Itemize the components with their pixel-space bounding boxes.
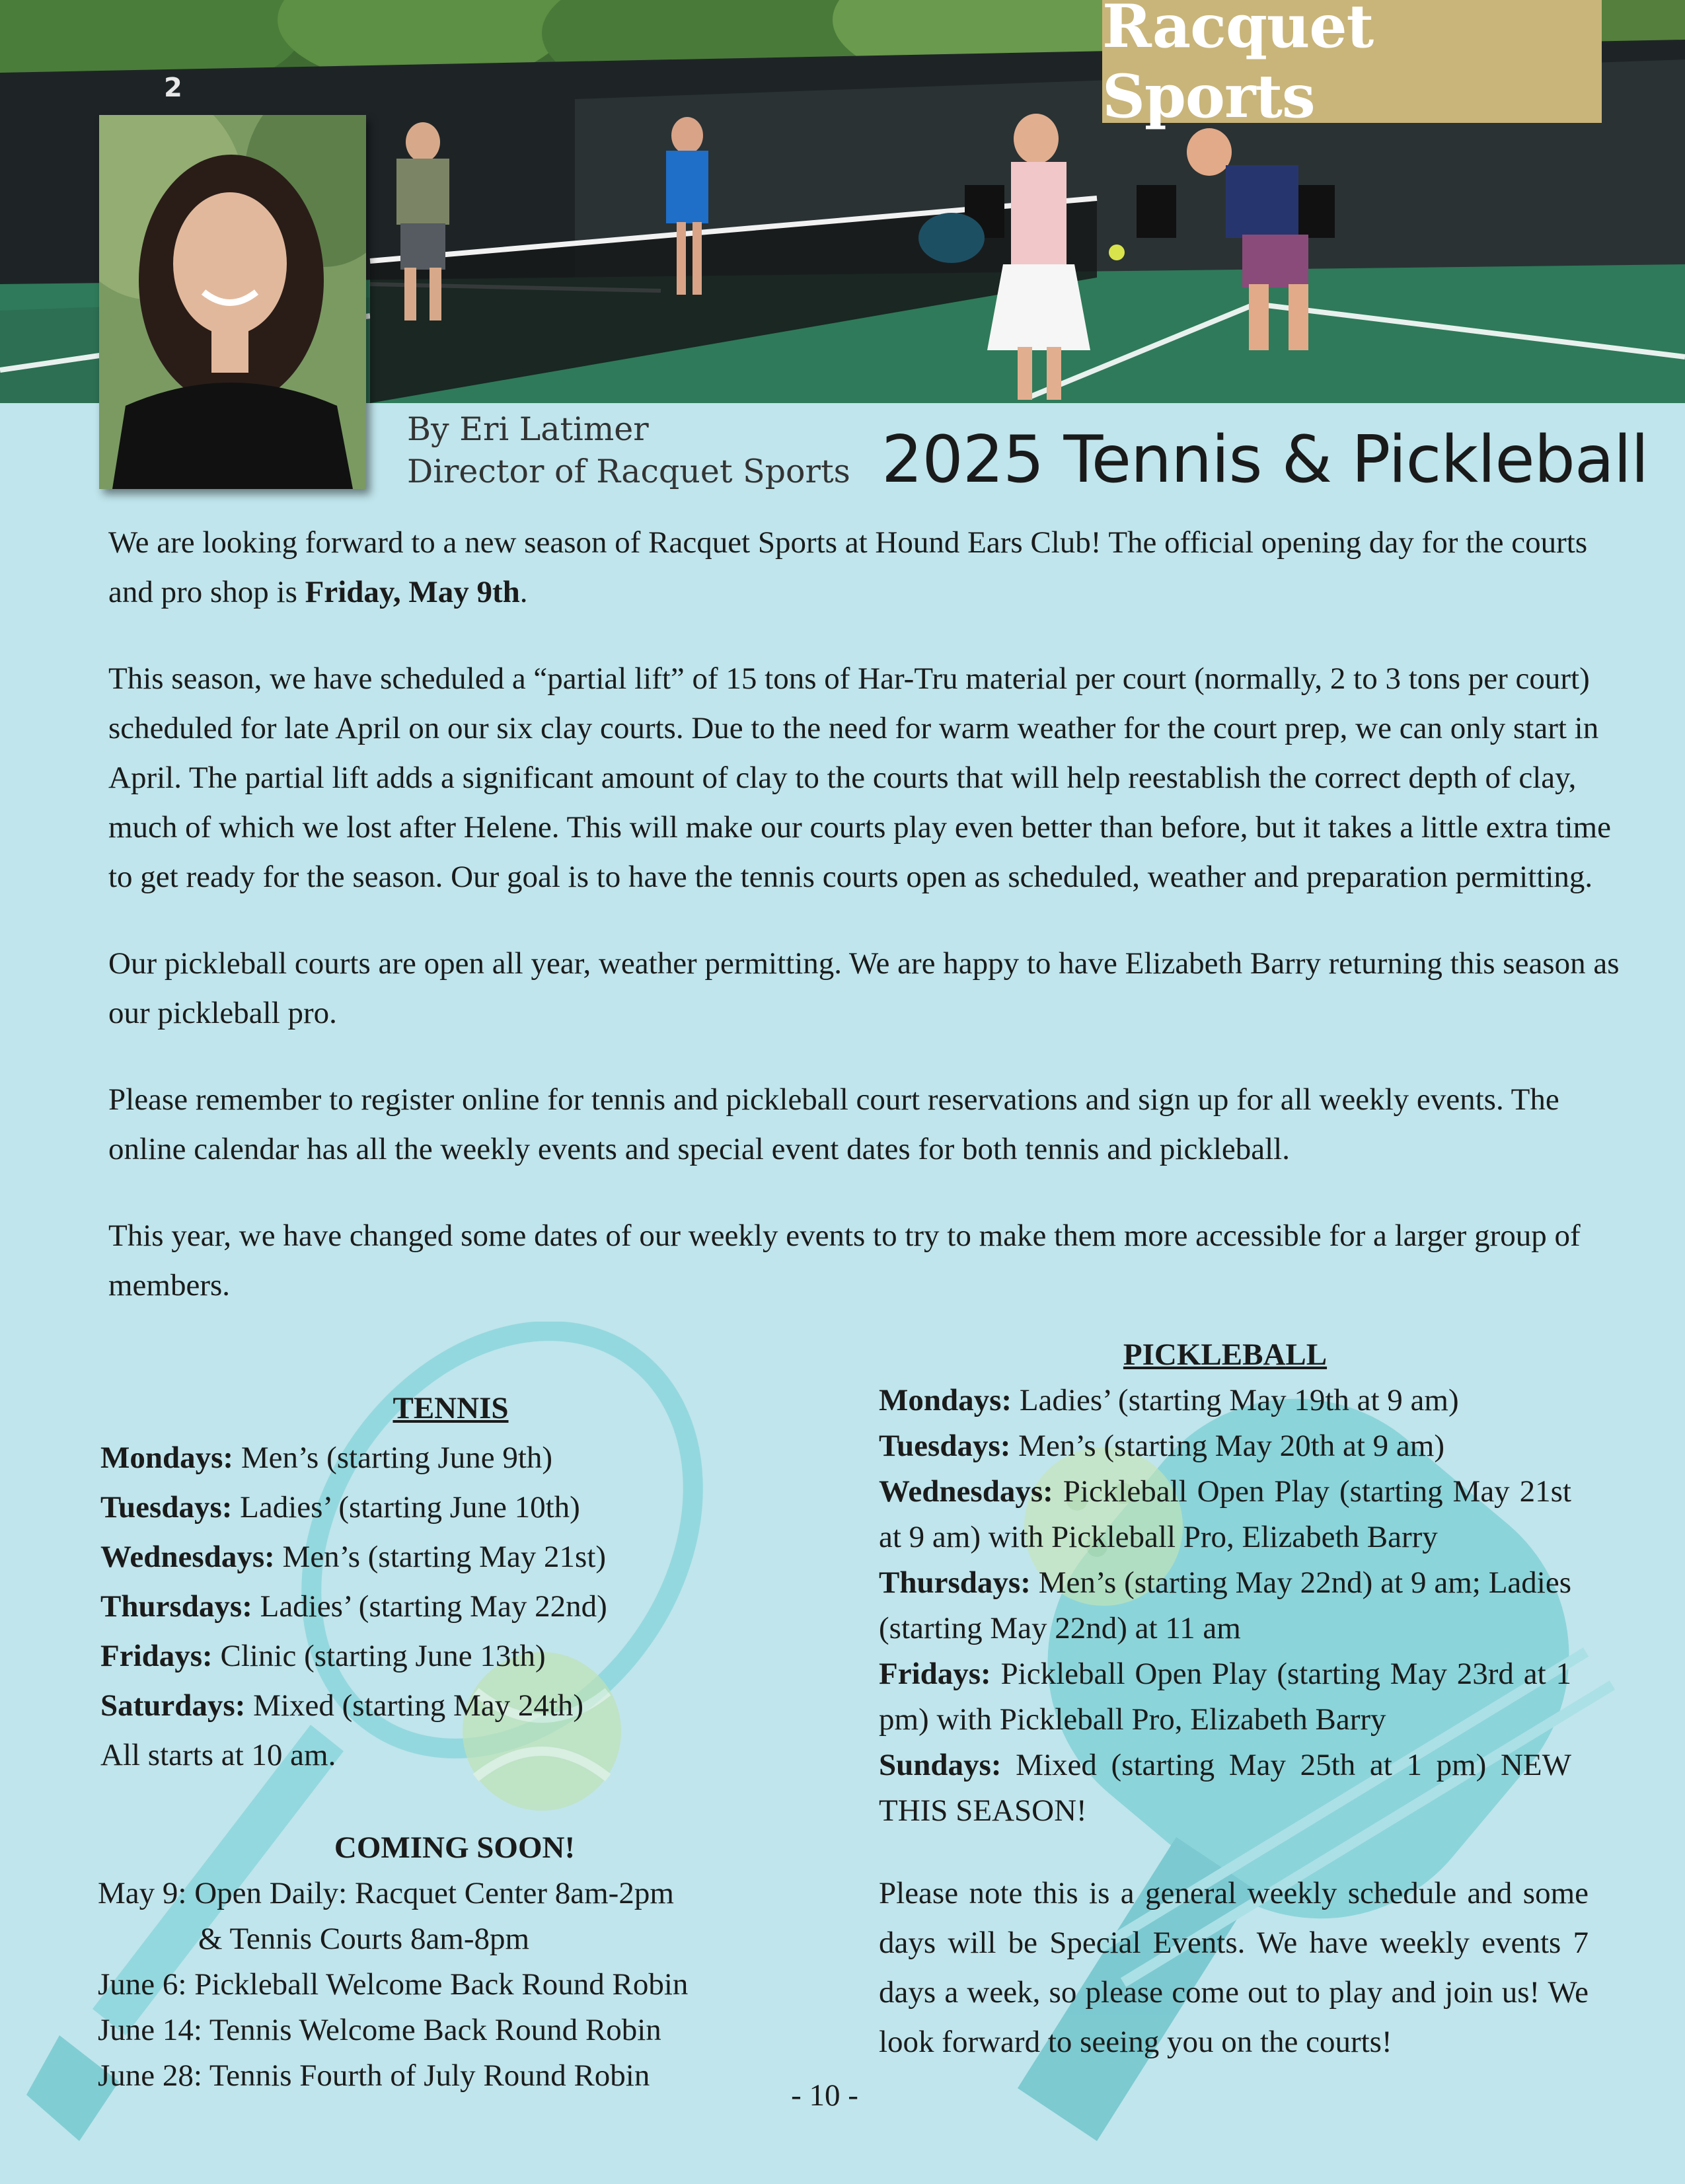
pickleball-schedule-row: Wednesdays: Pickleball Open Play (starting May 21st at 9 am) with Pickleball Pro, Elizabeth Barry <box>879 1474 1571 1554</box>
pickleball-note: Please note this is a general weekly schedule and some days will be Special Events. We have weekly events 7 days a week, so please come out to play and join us! We look forward to seeing you on the courts! <box>879 1876 1589 2059</box>
intro-paragraph-3: Our pickleball courts are open all year, weather permitting. We are happy to have Elizabeth Barry returning this season as our pickleball pro. <box>108 946 1620 1030</box>
article-title: 2025 Tennis & Pickleball <box>881 422 1649 498</box>
byline <box>407 408 850 493</box>
tennis-schedule-row: Thursdays: Ladies’ (starting May 22nd) <box>100 1589 607 1624</box>
intro-paragraph-5: This year, we have changed some dates of our weekly events to try to make them more accessible for a larger group of members. <box>108 1219 1581 1302</box>
coming-soon-item: June 14: Tennis Welcome Back Round Robin <box>98 2013 661 2047</box>
intro-paragraph-4: Please remember to register online for tennis and pickleball court reservations and sign up for all weekly events. The online calendar has all the weekly events and special event dates for both tennis and pickleball. <box>108 1082 1559 1166</box>
coming-soon-item: June 28: Tennis Fourth of July Round Robin <box>98 2058 650 2093</box>
coming-soon-item: June 6: Pickleball Welcome Back Round Robin <box>98 1967 689 2002</box>
tennis-heading: TENNIS <box>393 1391 509 1425</box>
coming-soon-item: May 9: Open Daily: Racquet Center 8am-2pm <box>98 1876 674 1910</box>
court-number-label: 2 <box>164 73 182 103</box>
opening-date: Friday, May 9th <box>305 575 520 609</box>
tennis-footer: All starts at 10 am. <box>100 1738 336 1772</box>
coming-soon-item: & Tennis Courts 8am-8pm <box>198 1922 530 1956</box>
section-badge-label: Racquet Sports <box>1102 0 1374 132</box>
tennis-schedule-row: Wednesdays: Men’s (starting May 21st) <box>100 1540 607 1574</box>
coming-soon <box>98 1825 811 2099</box>
intro-paragraph-1: We are looking forward to a new season of Racquet Sports at Hound Ears Club! The official opening day for the courts and pro shop is Friday, May 9th. <box>108 525 1588 609</box>
section-badge <box>1102 0 1602 132</box>
tennis-schedule-row: Tuesdays: Ladies’ (starting June 10th) <box>100 1490 580 1525</box>
tennis-schedule-row: Mondays: Men’s (starting June 9th) <box>100 1441 553 1475</box>
pickleball-schedule-row: Sundays: Mixed (starting May 25th at 1 pm) NEW THIS SEASON! <box>879 1748 1571 1828</box>
pickleball-schedule-row: Mondays: Ladies’ (starting May 19th at 9 am) <box>879 1383 1459 1417</box>
coming-soon-heading: COMING SOON! <box>334 1830 576 1865</box>
author-name: By Eri Latimer <box>407 410 649 448</box>
pickleball-schedule <box>879 1332 1571 1834</box>
tennis-schedule-row: Fridays: Clinic (starting June 13th) <box>100 1639 546 1673</box>
intro-paragraph-2: This season, we have scheduled a “partial lift” of 15 tons of Har-Tru material per court (normally, 2 to 3 tons per court) scheduled for late April on our six clay courts. Due to the need for warm weather for the court prep, we can only start in April. The partial lift adds a significant amount of clay to the courts that will help reestablish the correct depth of clay, much of which we lost after Helene. This will make our courts play even better than before, but it takes a little extra time to get ready for the season. Our goal is to have the tennis courts open as scheduled, weather and preparation permitting. <box>108 661 1611 894</box>
author-portrait <box>99 115 366 489</box>
pickleball-heading: PICKLEBALL <box>1123 1337 1328 1372</box>
pickleball-schedule-row: Fridays: Pickleball Open Play (starting May 23rd at 1 pm) with Pickleball Pro, Elizabeth Barry <box>879 1657 1571 1737</box>
pickleball-schedule-row: Tuesdays: Men’s (starting May 20th at 9 am) <box>879 1429 1444 1463</box>
intro-text <box>108 518 1628 1347</box>
tennis-schedule <box>100 1384 801 1780</box>
author-role: Director of Racquet Sports <box>407 453 850 490</box>
tennis-schedule-row: Saturdays: Mixed (starting May 24th) <box>100 1688 584 1723</box>
pickleball-schedule-row: Thursdays: Men’s (starting May 22nd) at 9 am; Ladies (starting May 22nd) at 11 am <box>879 1565 1571 1645</box>
page-number: - 10 - <box>791 2078 858 2113</box>
